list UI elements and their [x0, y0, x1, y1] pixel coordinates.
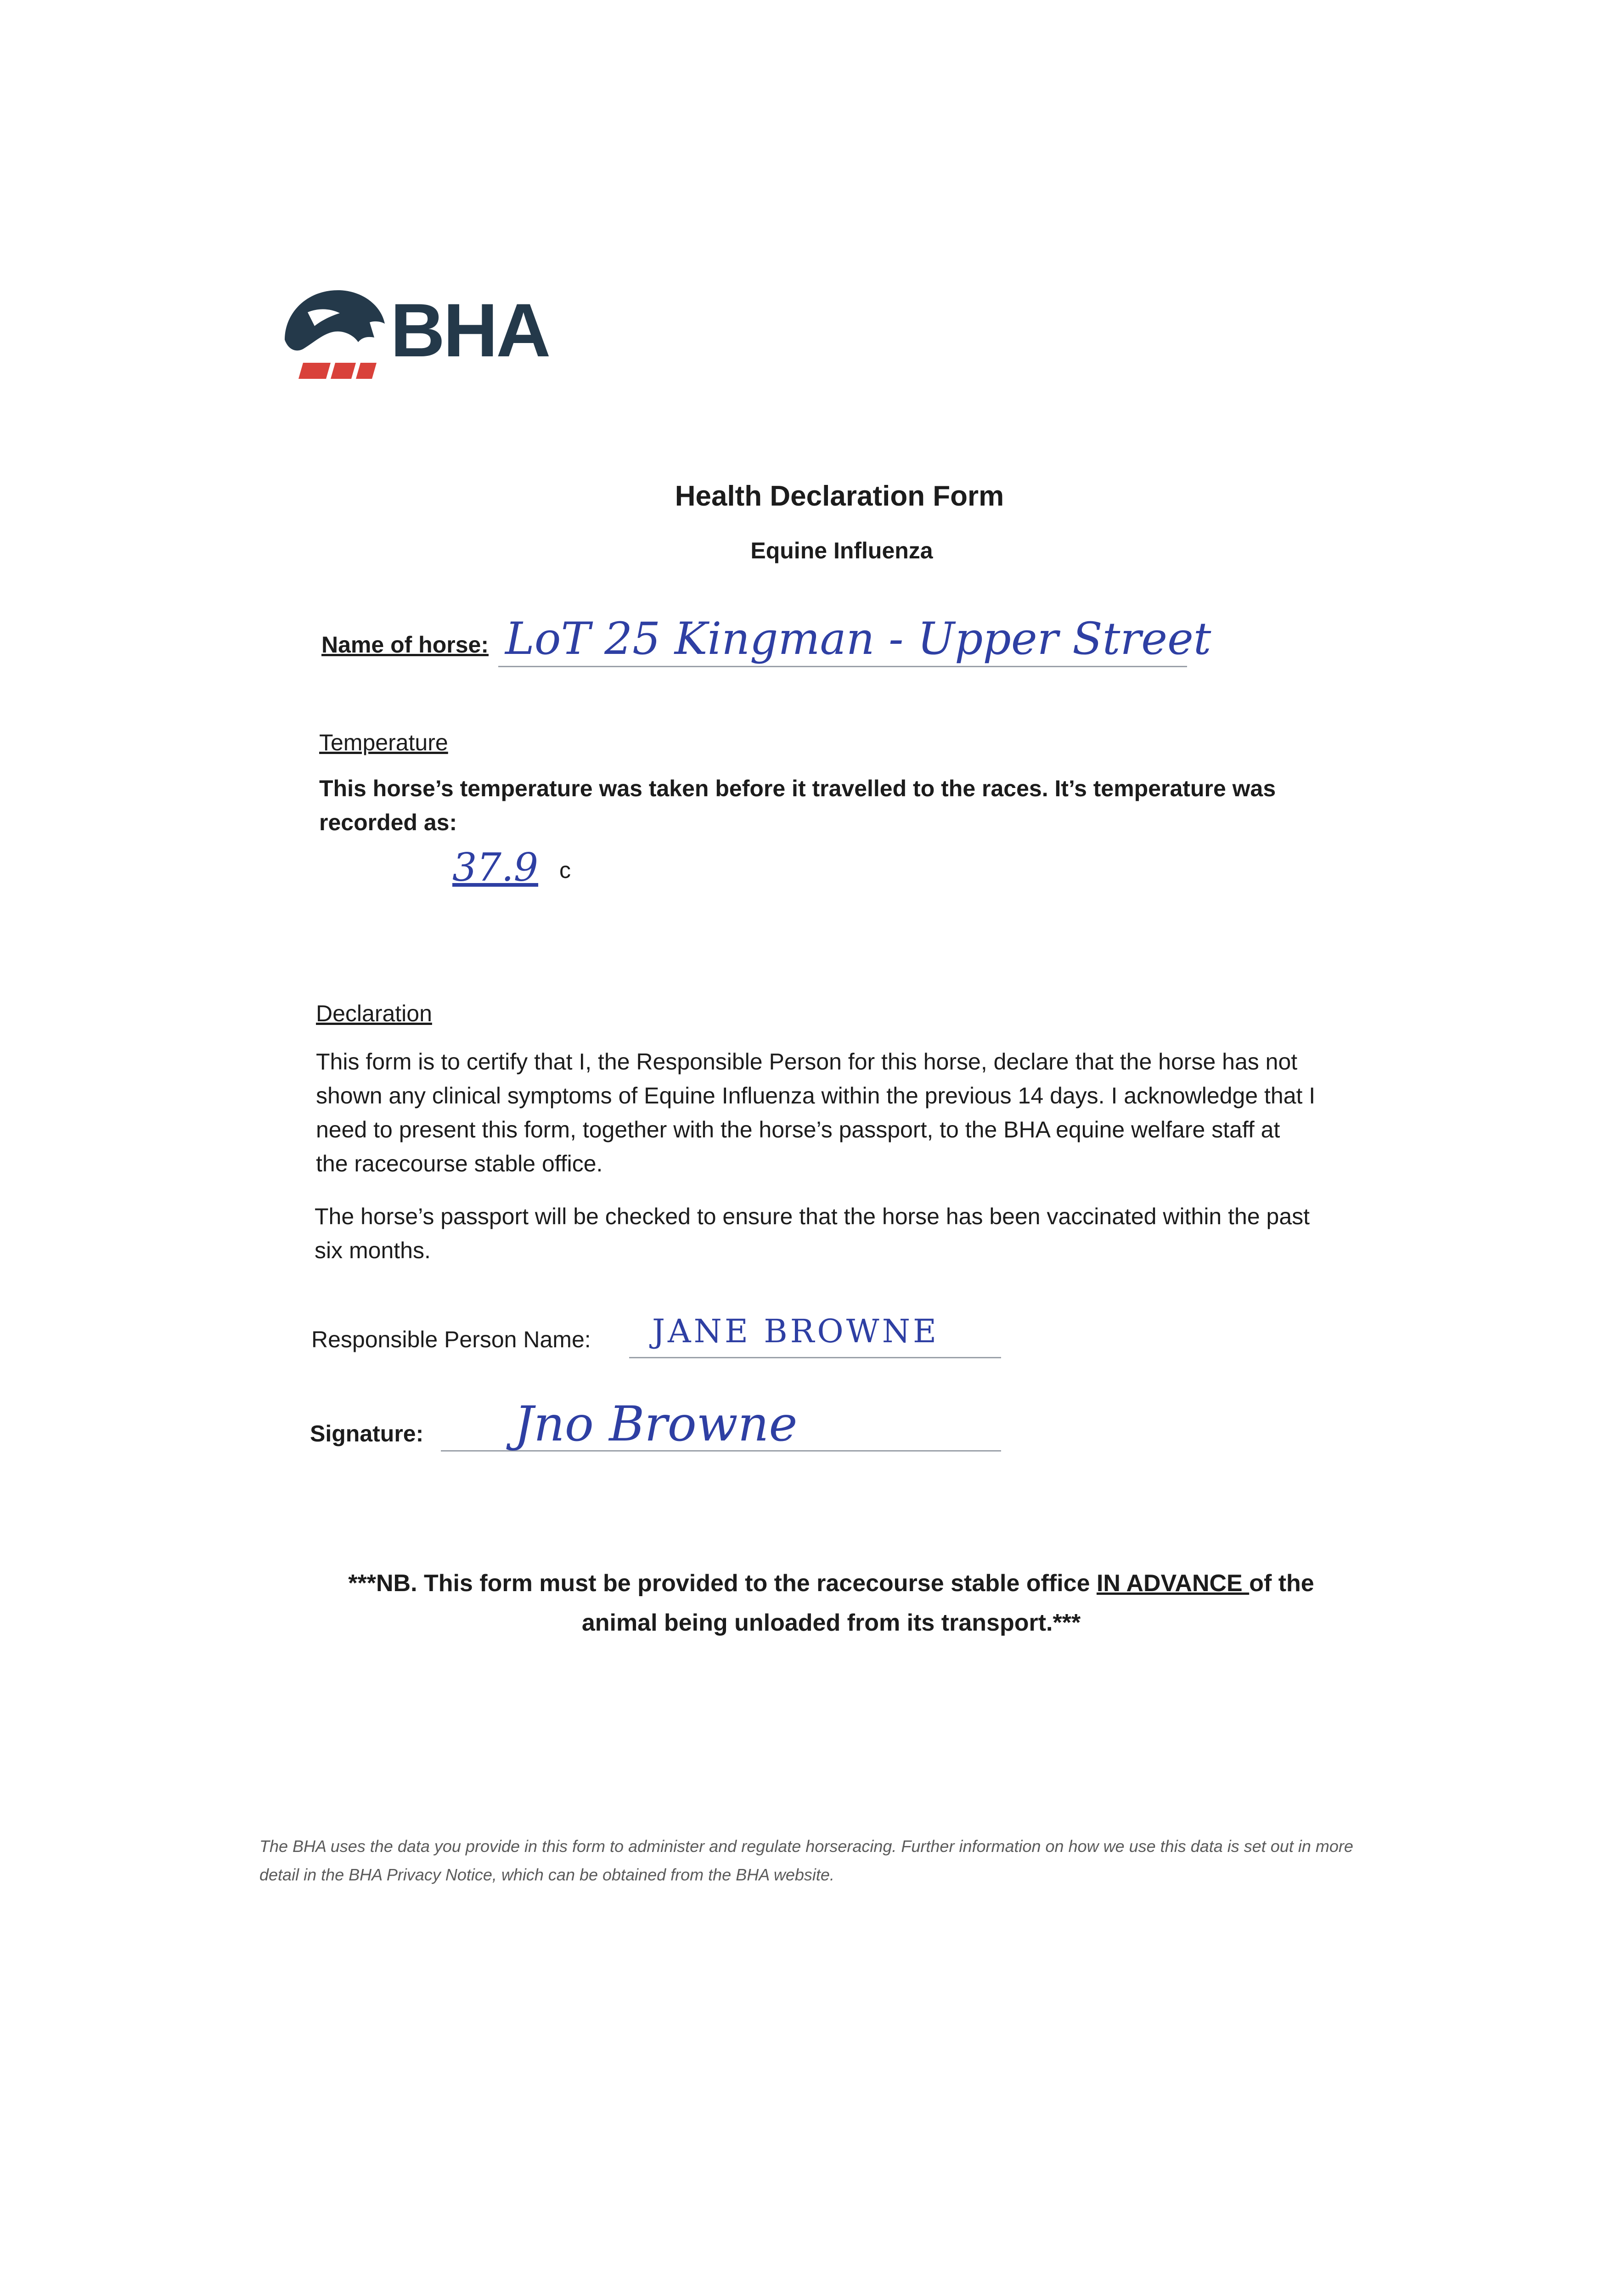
signature-label: Signature: — [310, 1421, 424, 1446]
temperature-heading: Temperature — [319, 730, 448, 755]
responsible-person-value: JANE BROWNE — [652, 1312, 940, 1350]
temperature-value: 37.9 — [452, 845, 539, 890]
nb-notice — [312, 1564, 1350, 1643]
horse-name-line — [498, 666, 1187, 667]
nb-emphasis: IN ADVANCE — [1096, 1570, 1250, 1597]
signature-value: Jno Browne — [514, 1396, 798, 1452]
temperature-unit: c — [559, 857, 571, 883]
horse-head-icon — [276, 280, 395, 390]
responsible-person-line — [629, 1357, 1001, 1358]
form-title: Health Declaration Form — [675, 480, 1004, 512]
nb-suffix: of the animal being unloaded from its transport.*** — [581, 1570, 1314, 1636]
logo-text: BHA — [390, 288, 549, 372]
privacy-footer: The BHA uses the data you provide in this form to administer and regulate horseracing. Further information on how we use this data is set out in more detail in the BHA Privacy Notice, which can be obtained from the BHA website. — [259, 1837, 1353, 1884]
responsible-person-label: Responsible Person Name: — [311, 1327, 591, 1352]
declaration-heading: Declaration — [316, 1001, 432, 1026]
temperature-text: This horse’s temperature was taken before it travelled to the races. It’s temperature was recorded as: — [319, 776, 1276, 835]
declaration-paragraph-1: This form is to certify that I, the Responsible Person for this horse, declare that the horse has not shown any clinical symptoms of Equine Influenza within the previous 14 days. I acknowledge that I need to present this form, together with the horse’s passport, to the BHA equine welfare staff at the racecourse stable office. — [316, 1049, 1316, 1176]
horse-name-label: Name of horse: — [321, 632, 489, 658]
horse-name-value: LoT 25 Kingman - Upper Street — [505, 613, 1211, 664]
declaration-paragraph-2: The horse’s passport will be checked to ensure that the horse has been vaccinated within the past six months. — [315, 1204, 1310, 1263]
nb-prefix: ***NB. This form must be provided to the racecourse stable office — [348, 1570, 1097, 1597]
form-subtitle: Equine Influenza — [750, 538, 933, 563]
